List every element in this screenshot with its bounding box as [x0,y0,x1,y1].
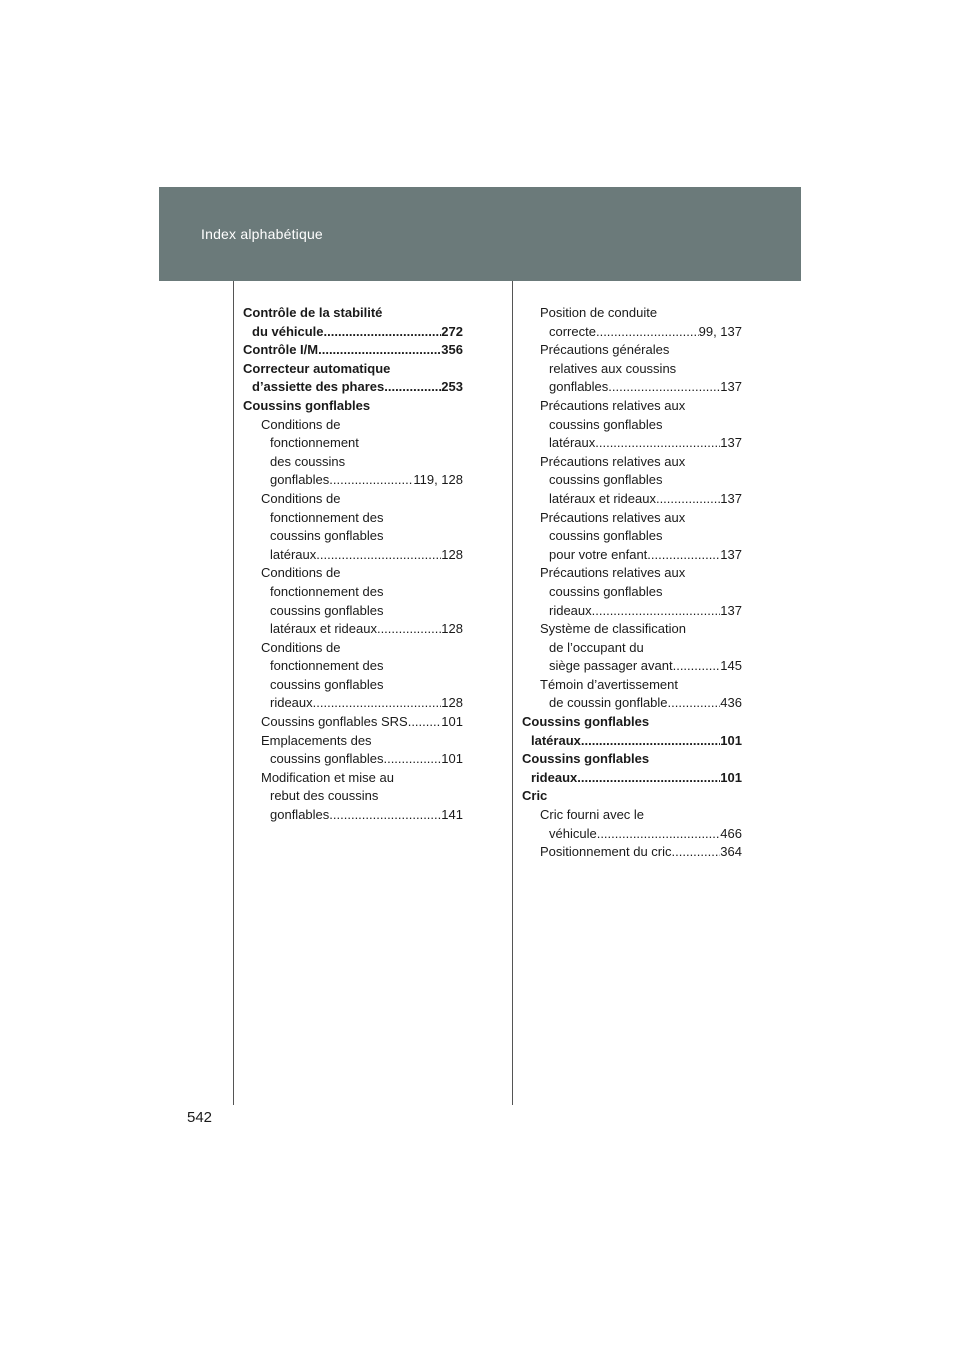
index-entry [522,564,742,583]
index-entry [243,806,463,825]
index-entry [522,620,742,639]
index-entry-page: 145 [720,658,742,674]
index-entry-text: Contrôle de la stabilité [243,305,383,320]
index-entry [522,713,742,732]
index-entry-text: rideaux [531,769,578,785]
index-column-right [522,304,742,862]
index-entry [243,360,463,379]
dot-leader [673,657,721,676]
index-entry [522,490,742,509]
index-entry-text: Position de conduite [540,305,658,320]
index-entry-text: Coussins gonflables [522,751,650,767]
index-entry [522,341,742,360]
index-entry-text: coussins gonflables [549,583,663,599]
index-entry [522,694,742,713]
index-entry-text: Précautions relatives aux [540,509,686,525]
index-entry-text: pour votre enfant [549,546,648,562]
index-entry-page: 466 [720,825,742,841]
index-entry [243,546,463,565]
index-entry [522,378,742,397]
dot-leader [316,546,441,565]
index-entry-text: Cric [522,788,548,804]
index-entry-text: Emplacements des [261,732,372,748]
index-entry [522,397,742,416]
index-entry [243,397,463,416]
index-entry [243,341,463,360]
dot-leader [656,490,720,509]
left-margin-rule [233,281,234,1105]
index-entry-text: Précautions relatives aux [540,453,686,469]
index-entry-text: rideaux [270,695,313,711]
index-entry [522,732,742,751]
index-entry-text: Conditions de [261,490,341,506]
index-entry-page: 253 [441,379,463,395]
dot-leader [577,769,720,788]
index-entry-text: latéraux et rideaux [270,621,377,637]
index-entry-text: latéraux [531,732,581,748]
index-entry-page: 436 [720,695,742,711]
index-entry [522,453,742,472]
index-entry [522,825,742,844]
index-entry-page: 356 [441,342,463,358]
index-entry-page: 128 [441,621,463,637]
index-entry [522,527,742,546]
index-entry [243,583,463,602]
index-entry-text: latéraux [270,546,317,562]
index-entry [522,750,742,769]
index-entry-page: 101 [720,769,742,785]
index-entry [522,787,742,806]
index-entry-text: Précautions relatives aux [540,565,686,581]
index-entry-page: 119, 128 [413,472,463,488]
header-title: Index alphabétique [201,226,323,242]
index-entry-text: Témoin d’avertissement [540,676,678,692]
index-entry-text: coussins gonflables [270,528,384,544]
index-entry [243,620,463,639]
index-entry-text: fonctionnement des [270,509,384,525]
page-number: 542 [187,1109,213,1126]
index-entry-page: 99, 137 [698,323,742,339]
dot-leader [329,806,441,825]
index-entry-text: fonctionnement [270,435,359,451]
index-entry-page: 101 [441,714,463,730]
index-entry [522,546,742,565]
index-entry-text: Positionnement du cric [540,844,672,860]
dot-leader [408,713,442,732]
index-entry-text: Correcteur automatique [243,360,391,376]
dot-leader [608,378,720,397]
index-entry-text: rebut des coussins [270,788,379,804]
dot-leader [647,546,720,565]
index-entry [243,639,463,658]
dot-leader [581,732,720,751]
index-entry-text: d’assiette des phares [252,379,385,395]
dot-leader [377,620,441,639]
index-entry [243,304,463,323]
index-entry [243,527,463,546]
index-entry [243,564,463,583]
index-entry [522,602,742,621]
index-entry [243,378,463,397]
index-entry-text: coussins gonflables [549,416,663,432]
dot-leader [383,750,441,769]
index-entry-text: gonflables [270,472,330,488]
index-entry-text: latéraux [549,435,596,451]
index-entry-text: de coussin gonflable [549,695,668,711]
index-entry-text: Conditions de [261,416,341,432]
index-entry-page: 101 [441,751,463,767]
index-entry-page: 128 [441,546,463,562]
index-entry [522,323,742,342]
index-entry-text: Coussins gonflables SRS [261,714,408,730]
dot-leader [318,341,441,360]
index-entry [243,453,463,472]
index-entry-text: coussins gonflables [549,528,663,544]
column-divider [512,281,513,1105]
index-entry [522,806,742,825]
index-entry [243,602,463,621]
index-entry-page: 137 [720,546,742,562]
index-entry [522,639,742,658]
dot-leader [668,694,721,713]
index-entry-page: 137 [720,490,742,506]
index-entry-text: Système de classification [540,621,686,637]
index-entry [243,787,463,806]
index-entry [522,360,742,379]
index-entry-text: coussins gonflables [270,676,384,692]
dot-leader [596,323,699,342]
index-entry [243,750,463,769]
index-entry-text: rideaux [549,602,592,618]
index-entry-text: Coussins gonflables [243,397,371,413]
index-entry-text: Cric fourni avec le [540,807,645,823]
index-entry-text: latéraux et rideaux [549,490,656,506]
index-entry-text: Précautions générales [540,342,670,358]
dot-leader [592,602,721,621]
index-entry-text: Contrôle I/M [243,342,319,358]
index-entry-page: 141 [441,807,463,823]
index-entry-page: 137 [720,435,742,451]
index-entry-page: 272 [441,323,463,339]
index-entry-text: gonflables [270,807,330,823]
index-entry-text: fonctionnement des [270,658,384,674]
index-entry-text: siège passager avant [549,658,673,674]
index-entry-text: coussins gonflables [549,472,663,488]
index-entry-text: Coussins gonflables [522,714,650,730]
index-entry [243,657,463,676]
index-entry-text: Modification et mise au [261,769,394,785]
index-entry [243,416,463,435]
index-entry [243,434,463,453]
index-entry [243,694,463,713]
index-entry-text: de l’occupant du [549,639,644,655]
index-entry-text: relatives aux coussins [549,360,677,376]
index-entry [522,583,742,602]
dot-leader [672,843,721,862]
index-entry [243,769,463,788]
index-column-left [243,304,463,825]
index-entry [522,471,742,490]
index-entry-text: coussins gonflables [270,751,384,767]
index-entry-text: des coussins [270,453,346,469]
dot-leader [597,825,721,844]
index-entry [243,323,463,342]
index-entry-text: coussins gonflables [270,602,384,618]
dot-leader [384,378,441,397]
index-entry [243,732,463,751]
index-entry [522,769,742,788]
index-entry [243,490,463,509]
index-entry [522,676,742,695]
index-entry [243,471,463,490]
index-entry-page: 364 [720,844,742,860]
dot-leader [595,434,720,453]
index-entry-text: véhicule [549,825,597,841]
index-entry [522,657,742,676]
index-entry [243,713,463,732]
page-header [159,187,801,281]
index-entry-text: correcte [549,323,596,339]
index-entry-text: Conditions de [261,565,341,581]
index-entry-text: Précautions relatives aux [540,397,686,413]
index-entry-page: 101 [720,732,742,748]
index-entry [522,509,742,528]
index-entry [522,434,742,453]
index-entry [243,676,463,695]
index-entry-page: 128 [441,695,463,711]
index-entry-text: gonflables [549,379,609,395]
index-entry [522,304,742,323]
dot-leader [324,323,442,342]
index-entry-page: 137 [720,379,742,395]
dot-leader [329,471,413,490]
dot-leader [313,694,442,713]
index-entry-text: du véhicule [252,323,324,339]
index-entry-page: 137 [720,602,742,618]
index-entry [522,843,742,862]
index-entry-text: Conditions de [261,639,341,655]
index-entry-text: fonctionnement des [270,583,384,599]
index-entry [243,509,463,528]
index-entry [522,416,742,435]
